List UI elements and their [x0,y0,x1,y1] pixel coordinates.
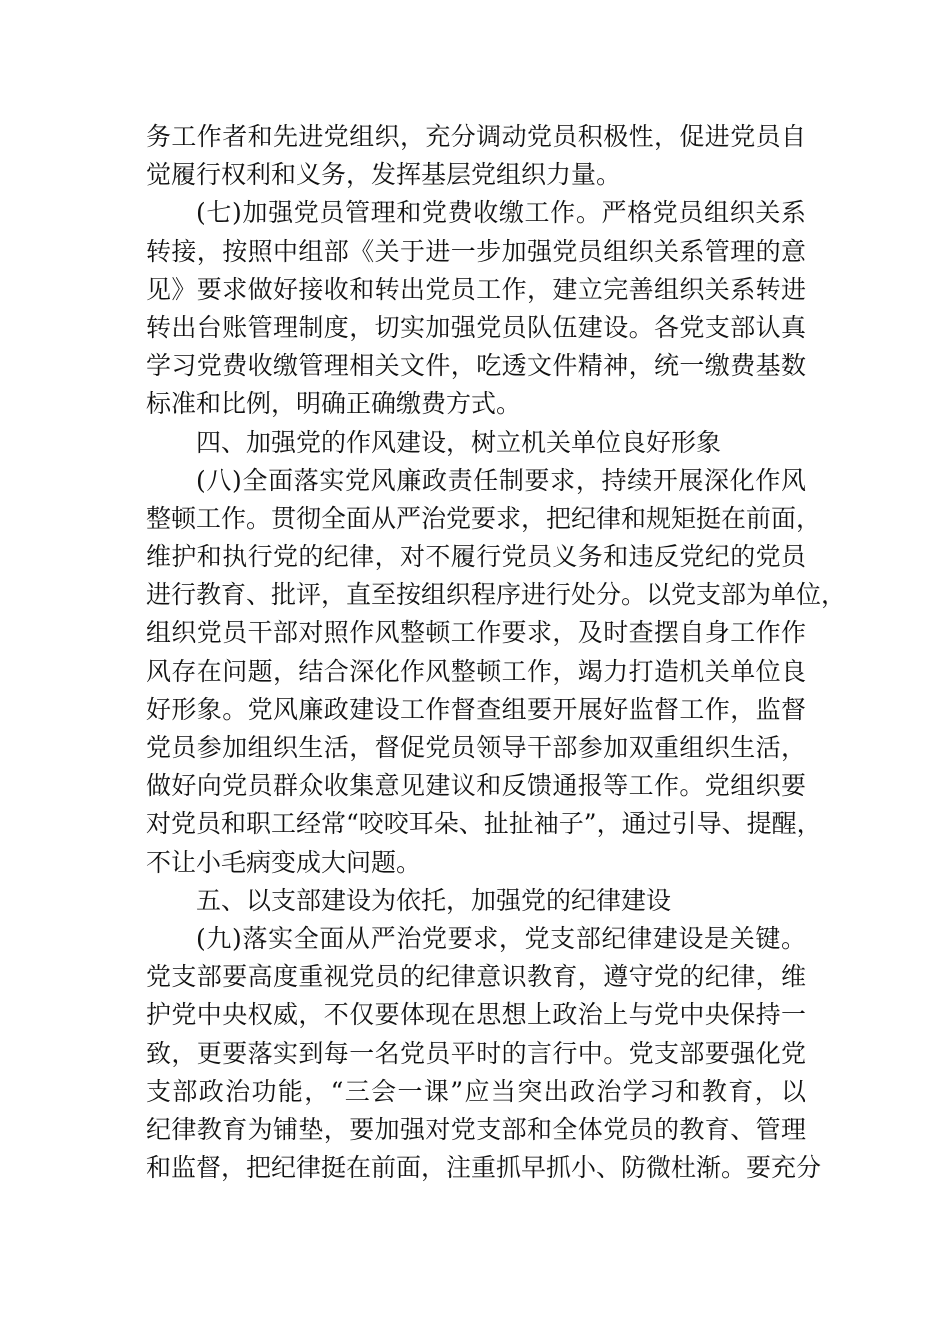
text-line: (七)加强党员管理和党费收缴工作。严格党员组织关系 [196,198,806,228]
text-line: (八)全面落实党风廉政责任制要求，持续开展深化作风 [196,465,806,495]
text-line: 维护和执行党的纪律，对不履行党员义务和违反党纪的党员 [146,542,806,572]
text-line: 和监督，把纪律挺在前面，注重抓早抓小、防微杜渐。要充分 [146,1153,822,1183]
text-line: 党支部要高度重视党员的纪律意识教育，遵守党的纪律，维 [146,962,806,992]
text-line: 转接，按照中组部《关于进一步加强党员组织关系管理的意 [146,236,806,266]
text-line: 不让小毛病变成大问题。 [146,847,422,877]
text-line: 标准和比例，明确正确缴费方式。 [146,389,522,419]
text-line: 转出台账管理制度，切实加强党员队伍建设。各党支部认真 [146,312,806,342]
text-line: (九)落实全面从严治党要求，党支部纪律建设是关键。 [196,923,806,953]
text-line: 支部政治功能，“三会一课”应当突出政治学习和教育，以 [146,1076,806,1106]
text-line: 党员参加组织生活，督促党员领导干部参加双重组织生活， [146,733,806,762]
text-line: 进行教育、批评，直至按组织程序进行处分。以党支部为单位， [146,580,847,610]
text-line: 学习党费收缴管理相关文件，吃透文件精神，统一缴费基数 [146,351,806,381]
text-line: 致，更要落实到每一名党员平时的言行中。党支部要强化党 [146,1038,806,1068]
text-line: 四、加强党的作风建设，树立机关单位良好形象 [196,427,722,457]
text-line: 护党中央权威，不仅要体现在思想上政治上与党中央保持一 [146,1000,806,1030]
text-line: 组织党员干部对照作风整顿工作要求，及时查摆自身工作作 [146,618,806,648]
text-line: 整顿工作。贯彻全面从严治党要求，把纪律和规矩挺在前面， [146,503,822,533]
text-line: 好形象。党风廉政建设工作督查组要开展好监督工作，监督 [146,694,806,724]
text-line: 做好向党员群众收集意见建议和反馈通报等工作。党组织要 [146,771,806,801]
text-line: 觉履行权利和义务，发挥基层党组织力量。 [146,160,622,190]
document-body-text [146,118,847,1187]
text-line: 对党员和职工经常“咬咬耳朵、扯扯袖子”，通过引导、提醒， [146,809,822,839]
text-line: 风存在问题，结合深化作风整顿工作，竭力打造机关单位良 [146,656,806,686]
text-line: 务工作者和先进党组织，充分调动党员积极性，促进党员自 [146,122,806,151]
text-line: 见》要求做好接收和转出党员工作，建立完善组织关系转进 [146,274,806,304]
text-line: 纪律教育为铺垫，要加强对党支部和全体党员的教育、管理 [146,1114,806,1144]
text-line: 五、以支部建设为依托，加强党的纪律建设 [196,885,672,915]
